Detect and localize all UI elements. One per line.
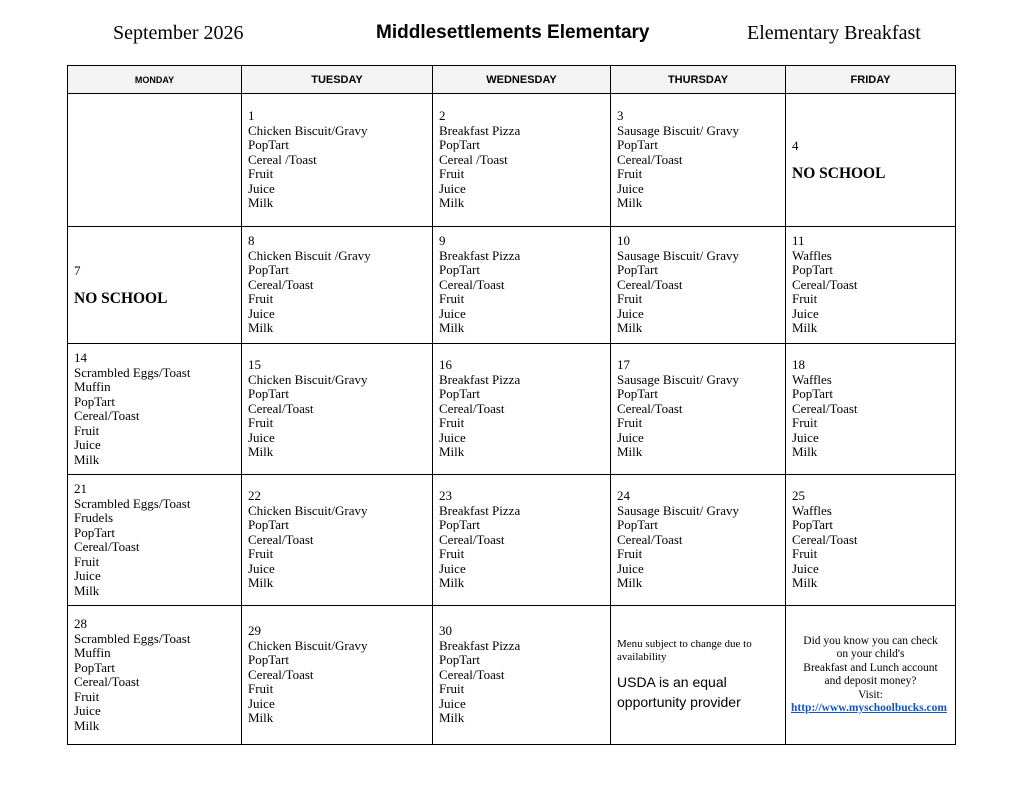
menu-item: Milk — [248, 195, 274, 211]
week-row — [68, 227, 956, 344]
menu-item: Cereal/Toast — [617, 531, 683, 547]
menu-item: Chicken Biscuit/Gravy — [248, 502, 368, 518]
menu-item: PopTart — [439, 262, 480, 278]
day-content — [433, 109, 610, 211]
menu-item: Breakfast Pizza — [439, 371, 521, 387]
day-number: 18 — [792, 357, 805, 373]
calendar-day-cell — [242, 94, 433, 227]
calendar-day-cell — [611, 475, 786, 606]
week-row — [68, 344, 956, 475]
menu-item: Cereal/Toast — [617, 400, 683, 416]
menu-item: Cereal/Toast — [792, 400, 858, 416]
calendar-day-cell — [433, 606, 611, 745]
menu-item: Juice — [439, 180, 466, 196]
day-content — [786, 489, 955, 591]
menu-item: PopTart — [617, 137, 658, 153]
menu-item: PopTart — [792, 386, 833, 402]
menu-item: Cereal/Toast — [439, 400, 505, 416]
day-content — [242, 234, 432, 336]
day-content — [68, 617, 241, 733]
menu-item: Fruit — [617, 546, 643, 562]
calendar-day-cell — [433, 475, 611, 606]
menu-item: Milk — [617, 320, 643, 336]
menu-item: Sausage Biscuit/ Gravy — [617, 371, 740, 387]
menu-item: Juice — [248, 180, 275, 196]
menu-item: PopTart — [74, 524, 115, 540]
day-number: 28 — [74, 616, 87, 631]
info-line: Visit: — [858, 688, 883, 701]
menu-item: Cereal/Toast — [74, 674, 140, 689]
day-content — [786, 234, 955, 336]
menu-item: Fruit — [439, 291, 465, 307]
menu-item: Fruit — [248, 415, 274, 431]
menu-item: Cereal/Toast — [439, 276, 505, 292]
menu-item: Waffles — [792, 247, 832, 263]
day-number: 29 — [248, 623, 261, 639]
day-header-friday: FRIDAY — [786, 66, 956, 94]
menu-item: Juice — [439, 560, 466, 576]
day-header-monday: MONDAY — [68, 66, 242, 94]
menu-item: Fruit — [439, 166, 465, 182]
menu-item: Scrambled Eggs/Toast — [74, 364, 191, 380]
day-content — [786, 358, 955, 460]
menu-item: Cereal/Toast — [617, 276, 683, 292]
school-name: Middlesettlements Elementary — [376, 22, 650, 43]
menu-item: Milk — [248, 575, 274, 591]
day-content — [68, 351, 241, 467]
day-content — [242, 489, 432, 591]
menu-item: Juice — [248, 429, 275, 445]
menu-item: Fruit — [248, 681, 274, 697]
day-number: 11 — [792, 233, 805, 249]
day-content — [242, 624, 432, 726]
menu-item: Cereal /Toast — [248, 151, 317, 167]
menu-item: PopTart — [248, 262, 289, 278]
day-content — [433, 234, 610, 336]
menu-item: Juice — [617, 305, 644, 321]
info-line: on your child's — [836, 648, 905, 660]
menu-item: Fruit — [74, 422, 100, 438]
menu-item: Waffles — [792, 502, 832, 518]
day-number: 3 — [617, 108, 624, 124]
menu-item: Cereal/Toast — [439, 531, 505, 547]
menu-item: Cereal/Toast — [439, 666, 505, 682]
day-header-tuesday: TUESDAY — [242, 66, 433, 94]
menu-item: Fruit — [617, 291, 643, 307]
usda-statement: USDA is an equal opportunity provider — [617, 674, 741, 710]
calendar-day-cell — [786, 606, 956, 745]
menu-item: Juice — [792, 305, 819, 321]
menu-item: Cereal/Toast — [248, 531, 314, 547]
week-row — [68, 606, 956, 745]
menu-item: Milk — [439, 575, 465, 591]
menu-item: PopTart — [617, 262, 658, 278]
menu-item: Milk — [248, 710, 274, 726]
menu-item: Juice — [74, 568, 101, 583]
menu-item: Cereal/Toast — [792, 531, 858, 547]
menu-item: Juice — [617, 560, 644, 576]
menu-item: PopTart — [792, 517, 833, 533]
menu-item: Waffles — [792, 371, 832, 387]
menu-calendar — [67, 65, 956, 745]
menu-change-note: Menu subject to change due to availability — [617, 638, 752, 663]
menu-item: Juice — [439, 429, 466, 445]
day-content — [433, 358, 610, 460]
calendar-day-cell — [433, 344, 611, 475]
menu-item: Cereal/Toast — [248, 276, 314, 292]
day-number: 30 — [439, 623, 452, 639]
day-content — [611, 109, 785, 211]
menu-item: Milk — [792, 320, 818, 336]
calendar-day-cell — [68, 344, 242, 475]
menu-item: Fruit — [617, 415, 643, 431]
day-number: 22 — [248, 488, 261, 504]
day-content — [242, 358, 432, 460]
menu-item: Cereal/Toast — [248, 666, 314, 682]
menu-item: Juice — [248, 560, 275, 576]
menu-item: Fruit — [248, 291, 274, 307]
menu-item: Chicken Biscuit/Gravy — [248, 122, 368, 138]
day-content — [242, 109, 432, 211]
menu-item: Fruit — [792, 415, 818, 431]
day-number: 8 — [248, 233, 255, 249]
menu-item: Fruit — [248, 546, 274, 562]
menu-item: PopTart — [248, 386, 289, 402]
menu-item: Scrambled Eggs/Toast — [74, 495, 191, 511]
menu-item: Muffin — [74, 645, 111, 660]
menu-item: Breakfast Pizza — [439, 502, 521, 518]
day-number: 23 — [439, 488, 452, 504]
no-school-note: NO SCHOOL — [792, 164, 886, 182]
info-line: and deposit money? — [824, 675, 917, 687]
day-content — [68, 264, 241, 306]
day-number: 7 — [74, 263, 81, 278]
menu-item: PopTart — [439, 137, 480, 153]
menu-item: PopTart — [617, 517, 658, 533]
menu-item: Cereal/Toast — [74, 539, 140, 554]
calendar-day-cell — [68, 475, 242, 606]
menu-item: Milk — [439, 444, 465, 460]
day-number: 14 — [74, 350, 87, 365]
menu-item: Milk — [439, 195, 465, 211]
calendar-day-cell — [242, 227, 433, 344]
calendar-day-cell — [242, 344, 433, 475]
menu-item: Sausage Biscuit/ Gravy — [617, 122, 740, 138]
calendar-day-cell — [611, 606, 786, 745]
menu-item: Cereal/Toast — [74, 408, 140, 423]
menu-item: Fruit — [439, 415, 465, 431]
schoolbucks-info — [786, 635, 955, 716]
menu-item: Breakfast Pizza — [439, 637, 521, 653]
day-content — [68, 482, 241, 598]
day-content — [786, 139, 955, 181]
menu-item: Milk — [439, 320, 465, 336]
menu-item: PopTart — [248, 517, 289, 533]
menu-item: Chicken Biscuit/Gravy — [248, 371, 368, 387]
day-number: 24 — [617, 488, 630, 504]
day-content — [433, 489, 610, 591]
menu-item: PopTart — [439, 517, 480, 533]
menu-item: Fruit — [792, 291, 818, 307]
calendar-day-cell — [611, 227, 786, 344]
menu-item: Fruit — [439, 681, 465, 697]
menu-item: Milk — [248, 444, 274, 460]
day-content — [611, 358, 785, 460]
menu-item: PopTart — [439, 386, 480, 402]
schoolbucks-link[interactable]: http://www.myschoolbucks.com — [791, 702, 947, 714]
menu-item: Fruit — [74, 553, 100, 569]
menu-title: Elementary Breakfast — [747, 22, 921, 44]
week-row — [68, 94, 956, 227]
day-number: 16 — [439, 357, 452, 373]
menu-item: Juice — [617, 429, 644, 445]
day-number: 9 — [439, 233, 446, 249]
menu-item: Chicken Biscuit /Gravy — [248, 247, 371, 263]
menu-item: Milk — [617, 575, 643, 591]
menu-item: Sausage Biscuit/ Gravy — [617, 247, 740, 263]
day-number: 17 — [617, 357, 630, 373]
calendar-day-cell — [68, 606, 242, 745]
calendar-day-cell — [433, 227, 611, 344]
menu-item: PopTart — [74, 393, 115, 409]
menu-item: Juice — [617, 180, 644, 196]
menu-item: Milk — [248, 320, 274, 336]
menu-notice — [611, 638, 785, 712]
week-row — [68, 475, 956, 606]
menu-item: Juice — [792, 429, 819, 445]
menu-item: Juice — [74, 703, 101, 718]
calendar-day-cell — [786, 94, 956, 227]
menu-item: Fruit — [439, 546, 465, 562]
menu-item: Cereal /Toast — [439, 151, 508, 167]
menu-item: PopTart — [617, 386, 658, 402]
calendar-day-cell — [611, 344, 786, 475]
day-number: 4 — [792, 138, 799, 153]
calendar-day-cell — [68, 94, 242, 227]
day-number: 21 — [74, 481, 87, 496]
menu-item: Cereal/Toast — [792, 276, 858, 292]
menu-item: Juice — [74, 437, 101, 452]
day-content — [611, 489, 785, 591]
menu-item: Juice — [248, 695, 275, 711]
menu-item: Cereal/Toast — [617, 151, 683, 167]
menu-item: Milk — [792, 444, 818, 460]
menu-item: Breakfast Pizza — [439, 247, 521, 263]
menu-item: Milk — [74, 451, 100, 467]
day-content — [433, 624, 610, 726]
day-number: 10 — [617, 233, 630, 249]
menu-item: Milk — [617, 195, 643, 211]
menu-item: Juice — [439, 695, 466, 711]
calendar-day-cell — [433, 94, 611, 227]
day-header-wednesday: WEDNESDAY — [433, 66, 611, 94]
menu-item: Fruit — [74, 688, 100, 704]
day-header-thursday: THURSDAY — [611, 66, 786, 94]
no-school-note: NO SCHOOL — [74, 289, 168, 307]
menu-item: Scrambled Eggs/Toast — [74, 630, 191, 646]
menu-item: PopTart — [74, 659, 115, 675]
month-title: September 2026 — [113, 22, 244, 44]
calendar-day-cell — [611, 94, 786, 227]
menu-item: Sausage Biscuit/ Gravy — [617, 502, 740, 518]
menu-item: Milk — [439, 710, 465, 726]
menu-item: PopTart — [248, 652, 289, 668]
menu-item: Frudels — [74, 510, 113, 525]
menu-item: Juice — [248, 305, 275, 321]
info-line: Breakfast and Lunch account — [803, 661, 938, 674]
calendar-day-cell — [786, 227, 956, 344]
calendar-day-cell — [68, 227, 242, 344]
menu-item: Muffin — [74, 379, 111, 394]
calendar-day-cell — [786, 475, 956, 606]
calendar-day-cell — [242, 606, 433, 745]
day-number: 2 — [439, 108, 446, 124]
calendar-day-cell — [242, 475, 433, 606]
day-number: 15 — [248, 357, 261, 373]
calendar-day-cell — [786, 344, 956, 475]
menu-item: PopTart — [248, 137, 289, 153]
menu-item: Milk — [74, 582, 100, 598]
day-number: 1 — [248, 108, 255, 124]
menu-item: Fruit — [617, 166, 643, 182]
menu-item: Juice — [439, 305, 466, 321]
menu-item: PopTart — [792, 262, 833, 278]
menu-item: Milk — [792, 575, 818, 591]
menu-item: Milk — [617, 444, 643, 460]
menu-item: Fruit — [792, 546, 818, 562]
weekday-header-row — [68, 66, 956, 94]
menu-item: Chicken Biscuit/Gravy — [248, 637, 368, 653]
menu-item: Fruit — [248, 166, 274, 182]
info-line: Did you know you can check — [803, 634, 938, 647]
menu-item: Breakfast Pizza — [439, 122, 521, 138]
menu-item: Juice — [792, 560, 819, 576]
day-number: 25 — [792, 488, 805, 504]
menu-item: PopTart — [439, 652, 480, 668]
menu-item: Milk — [74, 717, 100, 733]
menu-item: Cereal/Toast — [248, 400, 314, 416]
day-content — [611, 234, 785, 336]
